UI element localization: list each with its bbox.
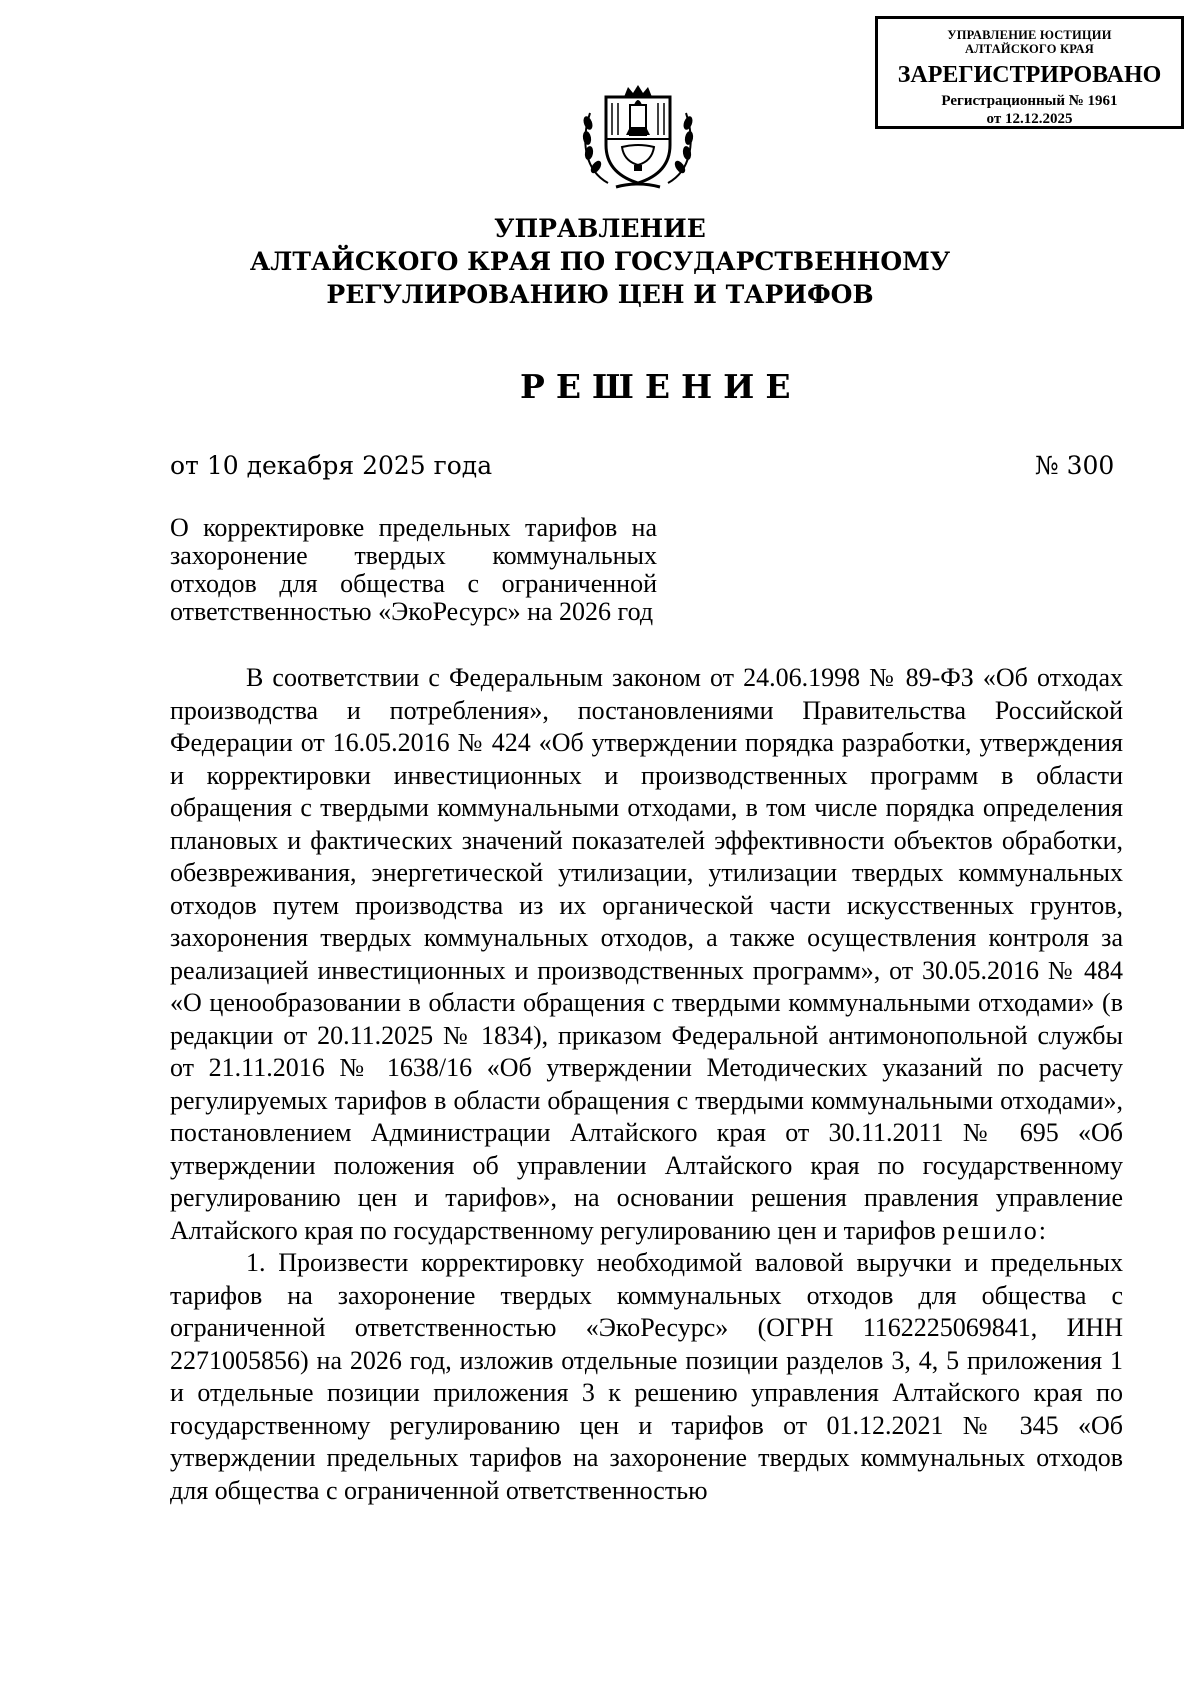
- authority-line1: УПРАВЛЕНИЕ: [494, 214, 706, 243]
- preamble-paragraph: [170, 662, 1123, 1247]
- stamp-org-line2: АЛТАЙСКОГО КРАЯ: [965, 42, 1094, 56]
- authority-name: [0, 212, 1200, 311]
- authority-line3: РЕГУЛИРОВАНИЮ ЦЕН И ТАРИФОВ: [326, 280, 874, 309]
- coat-of-arms-icon: [578, 83, 698, 195]
- document-body: [170, 662, 1123, 1507]
- document-title: РЕШЕНИЕ: [520, 367, 802, 406]
- document-number: № 300: [1035, 451, 1115, 480]
- authority-line2: АЛТАЙСКОГО КРАЯ ПО ГОСУДАРСТВЕННОМУ: [249, 247, 951, 276]
- preamble-resolution: решило:: [942, 1215, 1049, 1245]
- stamp-reg-date: от 12.12.2025: [986, 111, 1073, 127]
- registration-stamp: [875, 16, 1184, 129]
- document-date: от 10 декабря 2025 года: [170, 451, 493, 480]
- preamble-text: В соответствии с Федеральным законом от 24.06.1998 № 89-ФЗ «Об отходах производства и потребления», постановлениями Правительства Российской Федерации от 16.05.2016 № 424 «Об утверждении порядка разработки, утверждения и корректировки инвестиционных и производственных программ в области обращения с твердыми коммунальными отходами, в том числе порядка определения плановых и фактических значений показателей эффективности объектов обработки, обезвреживания, энергетической утилизации, утилизации твердых коммунальных отходов путем производства из их органической части искусственных грунтов, захоронения твердых коммунальных отходов, а также осуществления контроля за реализацией инвестиционных и производственных программ», от 30.05.2016 № 484 «О ценообразовании в области обращения с твердыми коммунальными отходами» (в редакции от 20.11.2025 № 1834), приказом Федеральной антимонопольной службы от 21.11.2016 № 1638/16 «Об утверждении Методических указаний по расчету регулируемых тарифов в области обращения с твердыми коммунальными отходами», постановлением Администрации Алтайского края от 30.11.2011 № 695 «Об утверждении положения об управлении Алтайского края по государственному регулированию цен и тарифов», на основании решения правления управление Алтайского края по государственному регулированию цен и тарифов: [170, 663, 1123, 1245]
- stamp-org-line1: УПРАВЛЕНИЕ ЮСТИЦИИ: [947, 28, 1112, 42]
- document-subject: О корректировке предельных тарифов на захоронение твердых коммунальных отходов для общества с ограниченной ответственностью «ЭкоРесурс» на 2026 год: [170, 513, 657, 626]
- stamp-reg-number: Регистрационный № 1961: [941, 93, 1118, 109]
- stamp-status: ЗАРЕГИСТРИРОВАНО: [897, 62, 1162, 88]
- item-1-paragraph: 1. Произвести корректировку необходимой валовой выручки и предельных тарифов на захоронение твердых коммунальных отходов для общества с ограниченной ответственностью «ЭкоРесурс» (ОГРН 1162225069841, ИНН 2271005856) на 2026 год, изложив отдельные позиции разделов 3, 4, 5 приложения 1 и отдельные позиции приложения 3 к решению управления Алтайского края по государственному регулированию цен и тарифов от 01.12.2021 № 345 «Об утверждении предельных тарифов на захоронение твердых коммунальных отходов для общества с ограниченной ответственностью: [170, 1248, 1123, 1505]
